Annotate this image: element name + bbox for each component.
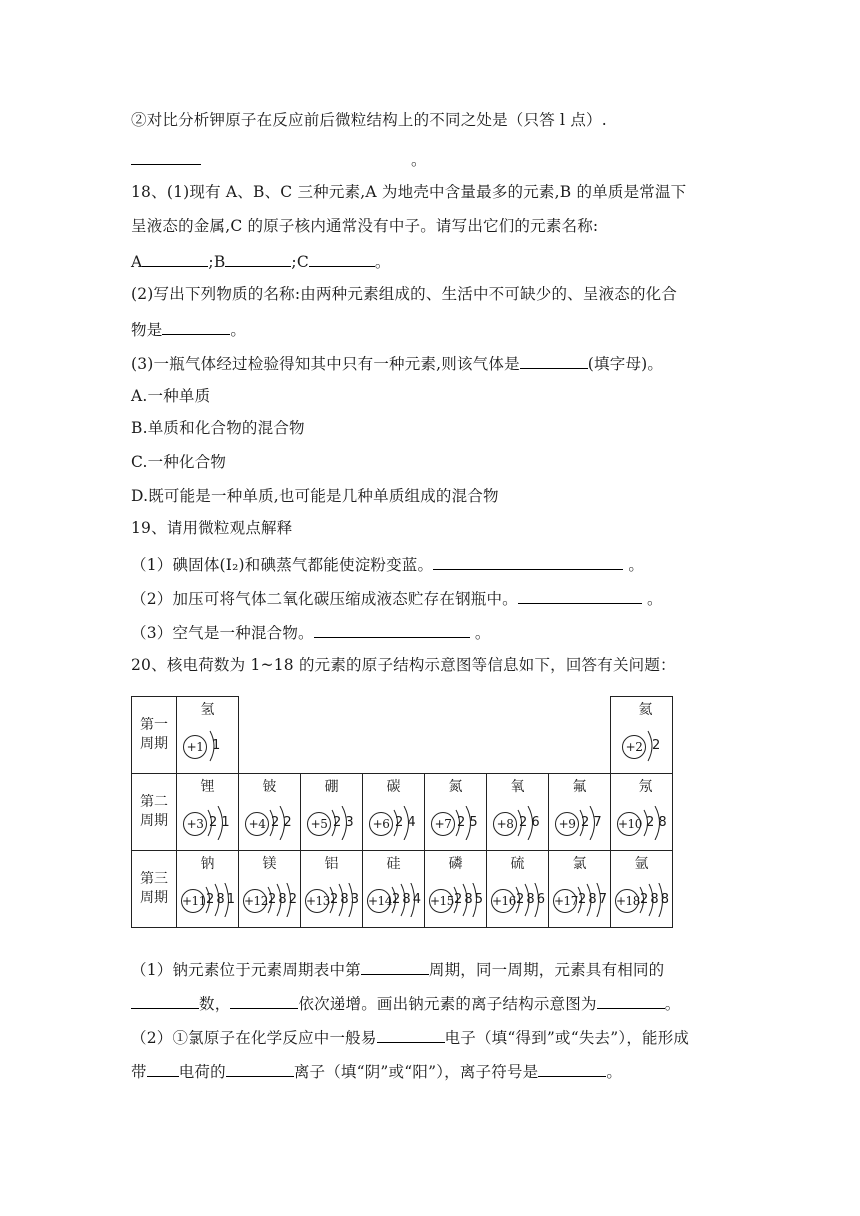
- question-18-1-cont: 呈液态的金属,C 的原子核内通常没有中子。请写出它们的元素名称:: [131, 217, 599, 235]
- empty-gap: [239, 697, 611, 774]
- answer-blank[interactable]: [433, 553, 623, 570]
- shell-electrons: 2 4: [395, 815, 416, 830]
- period-2-row: [132, 774, 673, 851]
- element-cell-o: [487, 774, 549, 851]
- nucleus: +8: [493, 812, 517, 836]
- answer-blank[interactable]: [361, 958, 429, 975]
- nucleus: +16: [491, 889, 515, 913]
- element-cell-f: [549, 774, 611, 851]
- nucleus: +5: [307, 812, 331, 836]
- element-name: 氢: [200, 702, 215, 718]
- atom-diagram: [552, 883, 610, 917]
- shell-electrons: 2 8 3: [330, 892, 359, 907]
- atom-diagram: [242, 806, 300, 840]
- element-cell-s: [487, 851, 549, 928]
- question-17-2: ②对比分析钾原子在反应前后微粒结构上的不同之处是（只答 l 点）.: [131, 111, 607, 129]
- atom-diagram: [242, 883, 300, 917]
- shell-electrons: 2 7: [581, 815, 602, 830]
- atom-diagram: [180, 806, 238, 840]
- answer-blank[interactable]: [131, 992, 199, 1009]
- element-name: 氧: [510, 779, 525, 795]
- shell-electrons: 2 8 6: [516, 892, 545, 907]
- period-label-1-text: 第一 周期: [140, 717, 168, 752]
- question-18-1: 18、(1)现有 A、B、C 三种元素,A 为地壳中含量最多的元素,B 的单质是常温下: [131, 183, 687, 201]
- nucleus: +2: [622, 735, 646, 759]
- element-name: 铝: [324, 856, 339, 872]
- nucleus: +9: [555, 812, 579, 836]
- question-20-2-cont: 带 电荷的 离子（填“阴”或“阳”），离子符号是 。: [131, 1060, 622, 1082]
- nucleus: +14: [367, 889, 391, 913]
- period-label-3: [132, 851, 177, 928]
- question-20-1-cont: 数， 依次递增。画出钠元素的离子结构示意图为 。: [131, 992, 680, 1014]
- element-name: 氮: [448, 779, 463, 795]
- period-label-2: [132, 774, 177, 851]
- option-c: C.一种化合物: [131, 453, 227, 471]
- nucleus: +15: [429, 889, 453, 913]
- nucleus: +11: [181, 889, 205, 913]
- atom-diagram-he: [614, 729, 672, 763]
- answer-blank[interactable]: [226, 1060, 294, 1077]
- shell-electrons: 2 8 1: [206, 892, 235, 907]
- element-cell-si: [363, 851, 425, 928]
- atom-diagram: [304, 806, 362, 840]
- element-name: 铍: [262, 779, 277, 795]
- question-20-2: （2）①氯原子在化学反应中一般易 电子（填“得到”或“失去”），能形成: [131, 1026, 689, 1048]
- element-cell-he: [611, 697, 673, 774]
- option-a: A.一种单质: [131, 387, 211, 405]
- element-name: 氩: [634, 856, 649, 872]
- atom-diagram: [552, 806, 610, 840]
- atom-diagram: [490, 806, 548, 840]
- shell-electrons: 2 3: [333, 815, 354, 830]
- shell-electrons: 2 5: [457, 815, 478, 830]
- nucleus: +1: [183, 735, 207, 759]
- nucleus: +10: [617, 812, 641, 836]
- period-label-1: [132, 697, 177, 774]
- answer-blank[interactable]: [314, 621, 470, 638]
- element-name: 锂: [200, 779, 215, 795]
- nucleus: +13: [305, 889, 329, 913]
- element-name: 硫: [510, 856, 525, 872]
- element-name: 磷: [448, 856, 463, 872]
- period-label-3-text: 第三 周期: [140, 871, 168, 906]
- answer-blank[interactable]: [520, 352, 588, 369]
- shell-electrons: 2 1: [209, 815, 230, 830]
- element-cell-na: [177, 851, 239, 928]
- question-19-2: （2）加压可将气体二氧化碳压缩成液态贮存在钢瓶中。 。: [131, 587, 663, 609]
- nucleus: +4: [245, 812, 269, 836]
- question-18-3: (3)一瓶气体经过检验得知其中只有一种元素,则该气体是 (填字母)。: [131, 352, 663, 374]
- element-cell-be: [239, 774, 301, 851]
- atom-diagram: [366, 806, 424, 840]
- period-1-row: [132, 697, 673, 774]
- element-name: 硼: [324, 779, 339, 795]
- answer-blank[interactable]: [597, 992, 665, 1009]
- element-name: 碳: [386, 779, 401, 795]
- nucleus: +18: [615, 889, 639, 913]
- shell-electrons: 2: [652, 738, 661, 753]
- atom-diagram: [428, 883, 486, 917]
- question-18-2-cont: 物是 。: [131, 318, 246, 340]
- element-cell-li: [177, 774, 239, 851]
- atom-diagram-h: [180, 729, 238, 763]
- element-name: 钠: [200, 856, 215, 872]
- shell-electrons: 2 8: [646, 815, 667, 830]
- element-cell-cl: [549, 851, 611, 928]
- shell-electrons: 2 8 2: [268, 892, 297, 907]
- shell-electrons: 2 8 4: [392, 892, 421, 907]
- period-label-2-text: 第二 周期: [140, 794, 168, 829]
- answer-blank[interactable]: [162, 318, 230, 335]
- element-name: 氦: [638, 702, 653, 718]
- atom-diagram: [180, 883, 238, 917]
- shell-electrons: 2 2: [271, 815, 292, 830]
- question-18-2: (2)写出下列物质的名称:由两种元素组成的、生活中不可缺少的、呈液态的化合: [131, 285, 678, 303]
- shell-electrons: 2 8 5: [454, 892, 483, 907]
- periodic-table: [131, 696, 673, 928]
- answer-blank[interactable]: [538, 1060, 606, 1077]
- answer-blank[interactable]: [147, 1060, 179, 1077]
- element-name: 硅: [386, 856, 401, 872]
- element-name: 氟: [572, 779, 587, 795]
- option-d: D.既可能是一种单质,也可能是几种单质组成的混合物: [131, 487, 499, 505]
- answer-blank[interactable]: [230, 992, 298, 1009]
- electron-shell-arcs: [180, 729, 238, 763]
- shell-electrons: 2 8 8: [640, 892, 669, 907]
- element-cell-ne: [611, 774, 673, 851]
- atom-diagram: [614, 806, 672, 840]
- element-name: 镁: [262, 856, 277, 872]
- shell-electrons: 2 8 7: [578, 892, 607, 907]
- answer-blank-c[interactable]: [309, 250, 375, 267]
- question-19-1: （1）碘固体(I₂)和碘蒸气都能使淀粉变蓝。 。: [131, 553, 644, 575]
- element-cell-h: [177, 697, 239, 774]
- nucleus: +6: [369, 812, 393, 836]
- element-cell-n: [425, 774, 487, 851]
- question-19: 19、请用微粒观点解释: [131, 519, 293, 537]
- nucleus: +12: [243, 889, 267, 913]
- shell-electrons: 2 6: [519, 815, 540, 830]
- question-20-1: （1）钠元素位于元素周期表中第 周期，同一周期，元素具有相同的: [131, 958, 664, 980]
- element-cell-al: [301, 851, 363, 928]
- element-cell-p: [425, 851, 487, 928]
- nucleus: +7: [431, 812, 455, 836]
- electron-shell-arcs: [614, 729, 672, 763]
- question-19-3: （3）空气是一种混合物。 。: [131, 621, 491, 643]
- atom-diagram: [490, 883, 548, 917]
- question-20: 20、核电荷数为 1~18 的元素的原子结构示意图等信息如下，回答有关问题：: [131, 656, 676, 674]
- period-3-row: [132, 851, 673, 928]
- nucleus: +3: [183, 812, 207, 836]
- shell-electrons: 1: [212, 738, 221, 753]
- answer-line-17-2: 。: [131, 148, 427, 170]
- element-cell-b: [301, 774, 363, 851]
- atom-diagram: [428, 806, 486, 840]
- element-cell-c: [363, 774, 425, 851]
- answer-blank[interactable]: [518, 587, 642, 604]
- question-18-1-answers: A ;B ;C 。: [131, 250, 391, 272]
- nucleus: +17: [553, 889, 577, 913]
- element-cell-mg: [239, 851, 301, 928]
- answer-blank-b[interactable]: [225, 250, 291, 267]
- atom-diagram: [614, 883, 672, 917]
- answer-blank[interactable]: [131, 148, 201, 165]
- atom-diagram: [304, 883, 362, 917]
- atom-diagram: [366, 883, 424, 917]
- element-name: 氖: [638, 779, 653, 795]
- answer-blank-a[interactable]: [142, 250, 208, 267]
- element-cell-ar: [611, 851, 673, 928]
- answer-blank[interactable]: [377, 1026, 445, 1043]
- element-name: 氯: [572, 856, 587, 872]
- option-b: B.单质和化合物的混合物: [131, 419, 305, 437]
